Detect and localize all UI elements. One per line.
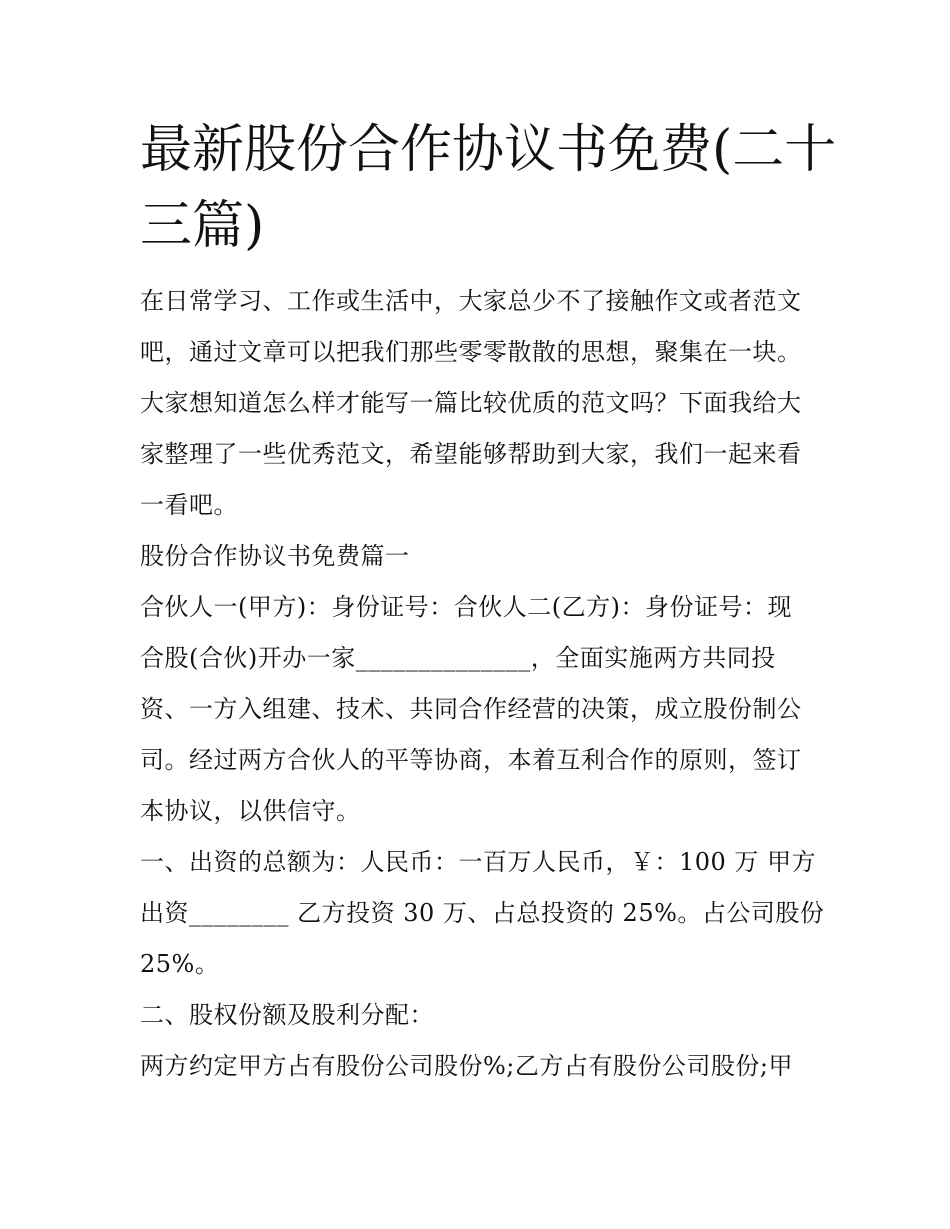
title-line-1: 最新股份合作协议书免费(二十 (140, 120, 837, 180)
clause-2-heading: 二、股权份额及股利分配： (140, 1001, 434, 1029)
parties-line-2: 合股(合伙)开办一家______________，全面实施两方共同投 (140, 644, 776, 672)
clause-1-line-1: 一、出资的总额为：人民币：一百万人民币，￥：100 万 甲方 (140, 848, 817, 876)
clause-2-line-1: 两方约定甲方占有股份公司股份%;乙方占有股份公司股份;甲 (140, 1052, 793, 1080)
clause-1-line-3: 25%。 (140, 950, 220, 978)
intro-line-1: 在日常学习、工作或生活中，大家总少不了接触作文或者范文 (140, 287, 802, 315)
parties-line-3: 资、一方入组建、技术、共同合作经营的决策，成立股份制公 (140, 695, 802, 723)
intro-line-2: 吧，通过文章可以把我们那些零零散散的思想，聚集在一块。 (140, 338, 802, 366)
document-body (140, 276, 830, 1092)
title-line-2: 三篇) (140, 196, 265, 256)
clause-1-line-2: 出资________ 乙方投资 30 万、占总投资的 25%。占公司股份 (140, 899, 825, 927)
intro-line-4: 家整理了一些优秀范文，希望能够帮助到大家，我们一起来看 (140, 440, 802, 468)
intro-line-5: 一看吧。 (140, 491, 238, 519)
document-title (140, 112, 837, 264)
parties-line-5: 本协议，以供信守。 (140, 797, 361, 825)
parties-line-1: 合伙人一(甲方)：身份证号：合伙人二(乙方)：身份证号：现 (140, 593, 792, 621)
section-heading: 股份合作协议书免费篇一 (140, 542, 410, 570)
intro-line-3: 大家想知道怎么样才能写一篇比较优质的范文吗？下面我给大 (140, 389, 802, 417)
parties-line-4: 司。经过两方合伙人的平等协商，本着互利合作的原则，签订 (140, 746, 802, 774)
